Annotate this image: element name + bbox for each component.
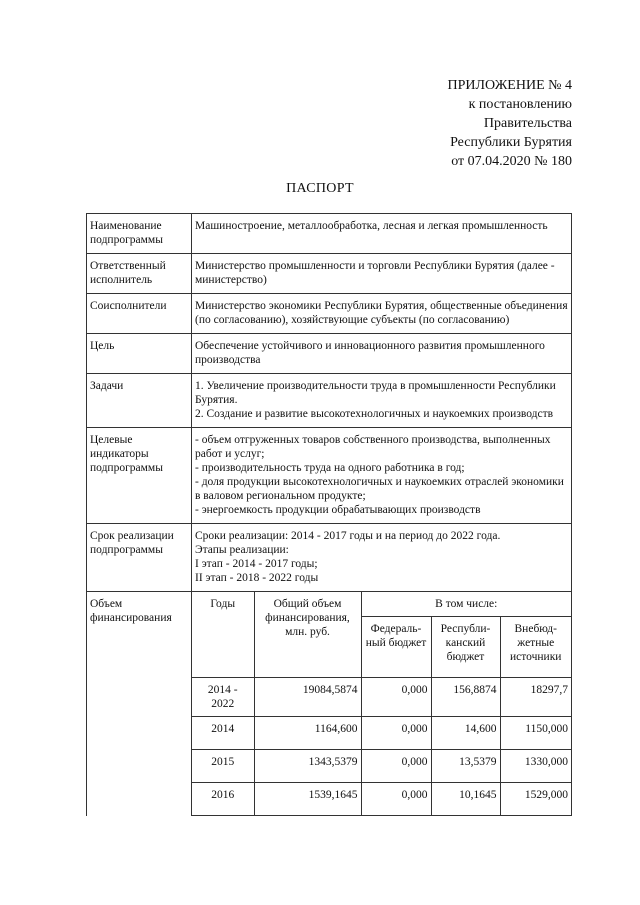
financing-label: Объем финансирования	[87, 592, 192, 817]
total-cell: 19084,5874	[254, 678, 361, 717]
other-cell: 1150,000	[500, 717, 571, 750]
table-row	[87, 374, 572, 428]
table-row	[87, 294, 572, 334]
financing-header-row	[192, 592, 571, 617]
year-cell: 2014 - 2022	[192, 678, 254, 717]
appendix-date: от 07.04.2020 № 180	[451, 154, 572, 169]
value-line: Машиностроение, металлообработка, лесная и легкая промышленность	[195, 220, 548, 232]
republic-header: Республи-канский бюджет	[431, 617, 500, 678]
total-header: Общий объем финансирования, млн. руб.	[254, 592, 361, 678]
row-value	[192, 294, 572, 334]
other-header: Внебюд-жетные источники	[500, 617, 571, 678]
table-row	[87, 334, 572, 374]
total-cell: 1164,600	[254, 717, 361, 750]
value-line: 1. Увеличение производительности труда в промышленности Республики Бурятия.	[195, 380, 556, 406]
total-cell: 1539,1645	[254, 783, 361, 816]
value-line: II этап - 2018 - 2022 годы	[195, 572, 319, 584]
including-header: В том числе:	[361, 592, 571, 617]
value-line: Обеспечение устойчивого и инновационного развития промышленного производства	[195, 340, 545, 366]
table-row	[87, 214, 572, 254]
value-line: - производительность труда на одного работника в год;	[195, 462, 465, 474]
value-line: - доля продукции высокотехнологичных и наукоемких отраслей экономики в валовом региональном продукте;	[195, 476, 564, 502]
value-line: Министерство экономики Республики Бурятия, общественные объединения (по согласованию), хозяйствующие субъекты (по согласованию)	[195, 300, 568, 326]
financing-cell	[192, 592, 572, 817]
row-label: Целевые индикаторы подпрограммы	[87, 428, 192, 524]
republic-cell: 14,600	[431, 717, 500, 750]
value-line: Этапы реализации:	[195, 544, 289, 556]
total-cell: 1343,5379	[254, 750, 361, 783]
year-cell: 2014	[192, 717, 254, 750]
appendix-resolution: к постановлению	[468, 97, 572, 112]
value-line: I этап - 2014 - 2017 годы;	[195, 558, 318, 570]
table-row	[192, 783, 571, 816]
other-cell: 1529,000	[500, 783, 571, 816]
other-cell: 1330,000	[500, 750, 571, 783]
row-value	[192, 254, 572, 294]
row-value	[192, 214, 572, 254]
republic-cell: 10,1645	[431, 783, 500, 816]
appendix-header	[332, 76, 572, 171]
appendix-number: ПРИЛОЖЕНИЕ № 4	[447, 78, 572, 93]
year-cell: 2015	[192, 750, 254, 783]
table-row	[87, 254, 572, 294]
document-title: ПАСПОРТ	[286, 181, 354, 196]
other-cell: 18297,7	[500, 678, 571, 717]
row-value	[192, 374, 572, 428]
table-row	[87, 428, 572, 524]
federal-cell: 0,000	[361, 717, 431, 750]
table-row	[192, 750, 571, 783]
value-line: - объем отгруженных товаров собственного производства, выполненных работ и услуг;	[195, 434, 551, 460]
years-header: Годы	[192, 592, 254, 678]
federal-header: Федераль-ный бюджет	[361, 617, 431, 678]
federal-cell: 0,000	[361, 678, 431, 717]
financing-table	[192, 592, 571, 816]
row-label: Срок реализации подпрограммы	[87, 524, 192, 592]
row-label: Соисполнители	[87, 294, 192, 334]
row-value	[192, 524, 572, 592]
row-label: Задачи	[87, 374, 192, 428]
republic-cell: 13,5379	[431, 750, 500, 783]
passport-table	[86, 213, 572, 816]
value-line: Сроки реализации: 2014 - 2017 годы и на период до 2022 года.	[195, 530, 501, 542]
table-row	[192, 717, 571, 750]
table-row	[87, 524, 572, 592]
value-line: - энергоемкость продукции обрабатывающих производств	[195, 504, 481, 516]
value-line: Министерство промышленности и торговли Республики Бурятия (далее - министерство)	[195, 260, 555, 286]
row-label: Ответственный исполнитель	[87, 254, 192, 294]
republic-cell: 156,8874	[431, 678, 500, 717]
federal-cell: 0,000	[361, 750, 431, 783]
row-value	[192, 334, 572, 374]
appendix-government: Правительства	[483, 116, 572, 131]
value-line: 2. Создание и развитие высокотехнологичных и наукоемких производств	[195, 408, 554, 420]
row-label: Наименование подпрограммы	[87, 214, 192, 254]
row-value	[192, 428, 572, 524]
financing-row	[87, 592, 572, 817]
table-row	[192, 678, 571, 717]
year-cell: 2016	[192, 783, 254, 816]
appendix-republic: Республики Бурятия	[450, 135, 572, 150]
federal-cell: 0,000	[361, 783, 431, 816]
row-label: Цель	[87, 334, 192, 374]
